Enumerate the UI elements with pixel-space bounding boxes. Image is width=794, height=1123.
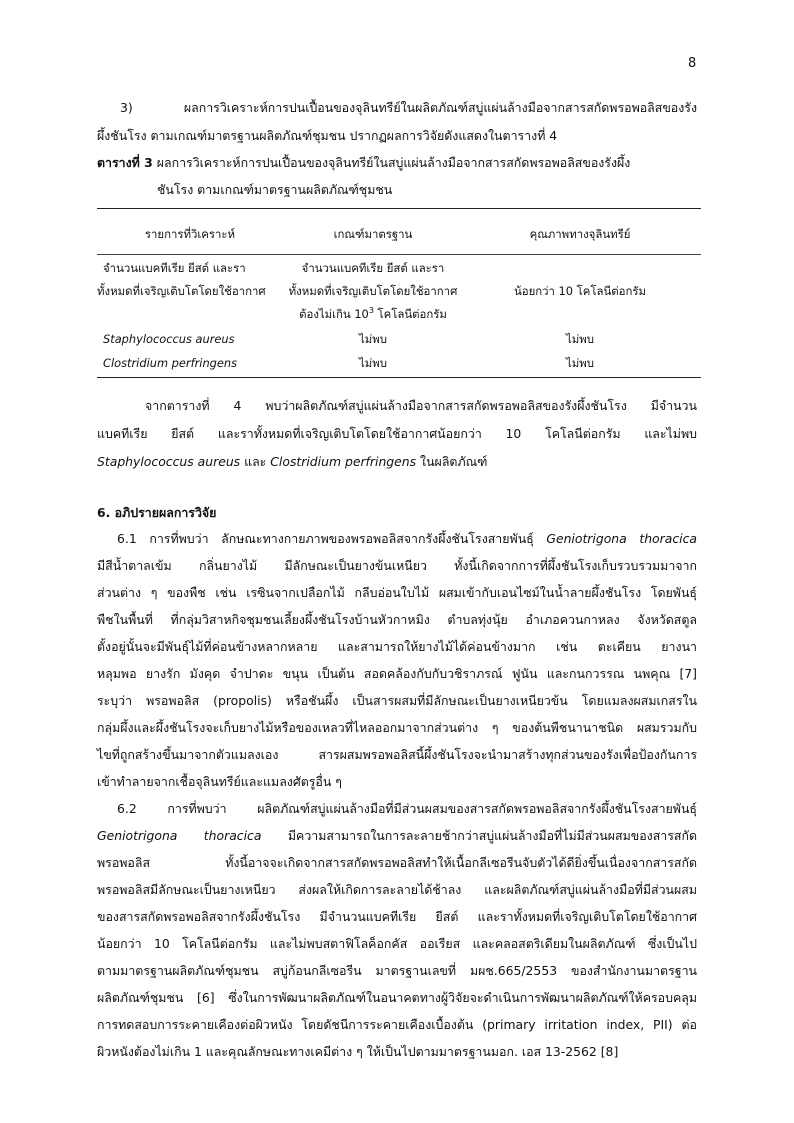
table-header-standard: เกณฑ์มาตรฐาน (333, 227, 413, 241)
table-header-item: รายการที่วิเคราะห์ (144, 227, 236, 241)
p1-line-2: มีสีน้ำตาลเข้ม กลิ่นยางไม้ มีลักษณะเป็นยางข้นเหนียว ทั้งนี้เกิดจากการที่ผึ้งชันโรงเก็บรวบรวมมาจาก (97, 558, 697, 573)
table-caption-text: ผลการวิเคราะห์การปนเปื้อนของจุลินทรีย์ในสบู่แผ่นล้างมือจากสารสกัดพรอพอลิสของรังผึ้ง (152, 155, 631, 170)
page-number: 8 (688, 56, 697, 71)
table-row1-std-line1: จำนวนแบคทีเรีย ยีสต์ และรา (301, 261, 445, 275)
std-limit-unit: โคโลนีต่อกรัม (373, 307, 447, 321)
p2-line-7: ตามมาตรฐานผลิตภัณฑ์ชุมชน สบู่ก้อนกลีเซอรีน มาตรฐานเลขที่ มผช.665/2553 ของสำนักงานมาตรฐาน (97, 963, 697, 978)
p1-line-4: พืชในพื้นที่ ที่กลุ่มวิสาหกิจชุมชนเลี้ยงผึ้งชันโรงบ้านหัวกาหมิง ตำบลทุ่งนุ้ย อำเภอควนกาหลง จังหวัดสตูล (97, 612, 697, 627)
table-row1-result: น้อยกว่า 10 โคโลนีต่อกรัม (513, 284, 647, 298)
table-header-quality: คุณภาพทางจุลินทรีย์ (529, 227, 631, 241)
table-row1-item-line1: จำนวนแบคทีเรีย ยีสต์ และรา (103, 261, 246, 275)
intro-line-2: ผึ้งชันโรง ตามเกณฑ์มาตรฐานผลิตภัณฑ์ชุมชน ปรากฏผลการวิจัยดังแสดงในตารางที่ 4 (97, 128, 558, 143)
p2-line-2-text: มีความสามารถในการละลายช้ากว่าสบู่แผ่นล้างมือที่ไม่มีส่วนผสมของสารสกัด (261, 828, 698, 843)
table-header-rule (97, 254, 701, 255)
p2-line-2 (97, 828, 697, 844)
p1-line-8: กลุ่มผึ้งและผึ้งชันโรงจะเก็บยางไม้หรือของเหลวที่ไหลออกมาจากส่วนต่าง ๆ ของต้นพืชนานาชนิด ผสมรวมกับ (97, 720, 697, 735)
summary-tail: ในผลิตภัณฑ์ (416, 454, 488, 469)
std-limit-exponent: 3 (368, 306, 374, 316)
p1-line-9: ไขที่ถูกสร้างขึ้นมาจากตัวแมลงเอง สารผสมพรอพอลิสนี้ผึ้งชันโรงจะนำมาสร้างทุกส่วนของรังเพื่อป้องกันการ (97, 747, 697, 762)
table-caption-line-2: ชันโรง ตามเกณฑ์มาตรฐานผลิตภัณฑ์ชุมชน (157, 182, 393, 197)
p2-line-4: พรอพอลิสมีลักษณะเป็นยางเหนียว ส่งผลให้เกิดการละลายได้ช้าลง และผลิตภัณฑ์สบู่แผ่นล้างมือที่มีส่วนผสม (97, 882, 697, 897)
summary-line-2: แบคทีเรีย ยีสต์ และราทั้งหมดที่เจริญเติบโตโดยใช้อากาศน้อยกว่า 10 โคโลนีต่อกรัม และไม่พบ (97, 426, 697, 441)
summary-line-3 (97, 454, 487, 470)
p2-species: Geniotrigona thoracica (97, 828, 262, 843)
p2-line-3: พรอพอลิส ทั้งนี้อาจจะเกิดจากสารสกัดพรอพอลิสทำให้เนื้อกลีเซอรีนจับตัวได้ดียิ่งขึ้นเนื่องจากสารสกัด (97, 855, 697, 870)
table-row2-std: ไม่พบ (359, 332, 387, 346)
p2-line-1: 6.2 การที่พบว่า ผลิตภัณฑ์สบู่แผ่นล้างมือที่มีส่วนผสมของสารสกัดพรอพอลิสจากรังผึ้งชันโรงสายพันธุ์ (117, 801, 697, 816)
p2-line-9: การทดสอบการระคายเคืองต่อผิวหนัง โดยดัชนีการระคายเคืองเบื้องต้น (primary irritation index, PII) ต่อ (97, 1017, 697, 1032)
table-row3-item: Clostridium perfringens (103, 356, 238, 370)
table-caption-label: ตารางที่ 3 (97, 155, 153, 170)
table-top-rule (97, 208, 701, 209)
section-heading: 6. อภิปรายผลการวิจัย (97, 505, 217, 520)
p2-line-6: น้อยกว่า 10 โคโลนีต่อกรัม และไม่พบสตาฟิโลค็อกคัส ออเรียส และคลอสตริเดียมในผลิตภัณฑ์ ซึ่งเป็นไป (97, 936, 697, 951)
intro-line-1: 3) ผลการวิเคราะห์การปนเปื้อนของจุลินทรีย์ในผลิตภัณฑ์สบู่แผ่นล้างมือจากสารสกัดพรอพอลิสของรัง (120, 100, 697, 115)
p1-line-7: ระบุว่า พรอพอลิส (propolis) หรือชันผึ้ง เป็นสารผสมที่มีลักษณะเป็นยางเหนียวข้น โดยแมลงผสมเกสรใน (97, 693, 697, 708)
table-row2-result: ไม่พบ (566, 332, 594, 346)
summary-organism-1: Staphylococcus aureus (97, 454, 241, 469)
p1-line-3: ส่วนต่าง ๆ ของพืช เช่น เรซินจากเปลือกไม้ กลีบอ่อนใบไม้ ผสมเข้ากับเอนไซม์ในน้ำลายผึ้งชันโรง โดยพันธุ์ (97, 585, 697, 600)
p1-line-6: หลุมพอ ยางรัก มังคุด จำปาดะ ขนุน เป็นต้น สอดคล้องกับกับวชิราภรณ์ ฟูนัน และกนกวรรณ นพคุณ [7] (97, 666, 697, 681)
summary-conjunction: และ (240, 454, 271, 469)
p1-line-1 (117, 531, 697, 547)
table-bottom-rule (97, 377, 701, 378)
table-caption (97, 155, 630, 171)
table-row1-std-line2: ทั้งหมดที่เจริญเติบโตโดยใช้อากาศ (288, 284, 458, 298)
table-row3-std: ไม่พบ (359, 356, 387, 370)
summary-line-1: จากตารางที่ 4 พบว่าผลิตภัณฑ์สบู่แผ่นล้างมือจากสารสกัดพรอพอลิสของรังผึ้งชันโรง มีจำนวน (145, 398, 697, 413)
table-row1-std-line3 (283, 306, 463, 322)
p1-line-1-text: 6.1 การที่พบว่า ลักษณะทางกายภาพของพรอพอลิสจากรังผึ้งชันโรงสายพันธุ์ (117, 531, 547, 546)
p2-line-5: ของสารสกัดพรอพอลิสจากรังผึ้งชันโรง มีจำนวนแบคทีเรีย ยีสต์ และราทั้งหมดที่เจริญเติบโตโดยใช้อากาศ (97, 909, 697, 924)
table-row2-item: Staphylococcus aureus (103, 332, 235, 346)
std-limit-text: ต้องไม่เกิน 10 (299, 307, 369, 321)
p1-line-5: ตั้งอยู่นั้นจะมีพันธุ์ไม้ที่ค่อนข้างหลากหลาย และสามารถให้ยางไม้ได้ค่อนข้างมาก เช่น ตะเคียน ยางนา (97, 639, 697, 654)
p1-species: Geniotrigona thoracica (546, 531, 697, 546)
table-row1-item-line2: ทั้งหมดที่เจริญเติบโตโดยใช้อากาศ (97, 284, 266, 298)
p2-line-8: ผลิตภัณฑ์ชุมชน [6] ซึ่งในการพัฒนาผลิตภัณฑ์ในอนาคตทางผู้วิจัยจะดำเนินการพัฒนาผลิตภัณฑ์ให้ครอบคลุม (97, 990, 697, 1005)
summary-organism-2: Clostridium perfringens (270, 454, 417, 469)
p2-line-10: ผิวหนังต้องไม่เกิน 1 และคุณลักษณะทางเคมีต่าง ๆ ให้เป็นไปตามมาตรฐานมอก. เอส 13-2562 [8] (97, 1044, 619, 1059)
p1-line-10: เข้าทำลายจากเชื้อจุลินทรีย์และแมลงศัตรูอื่น ๆ (97, 774, 342, 789)
table-row3-result: ไม่พบ (566, 356, 594, 370)
